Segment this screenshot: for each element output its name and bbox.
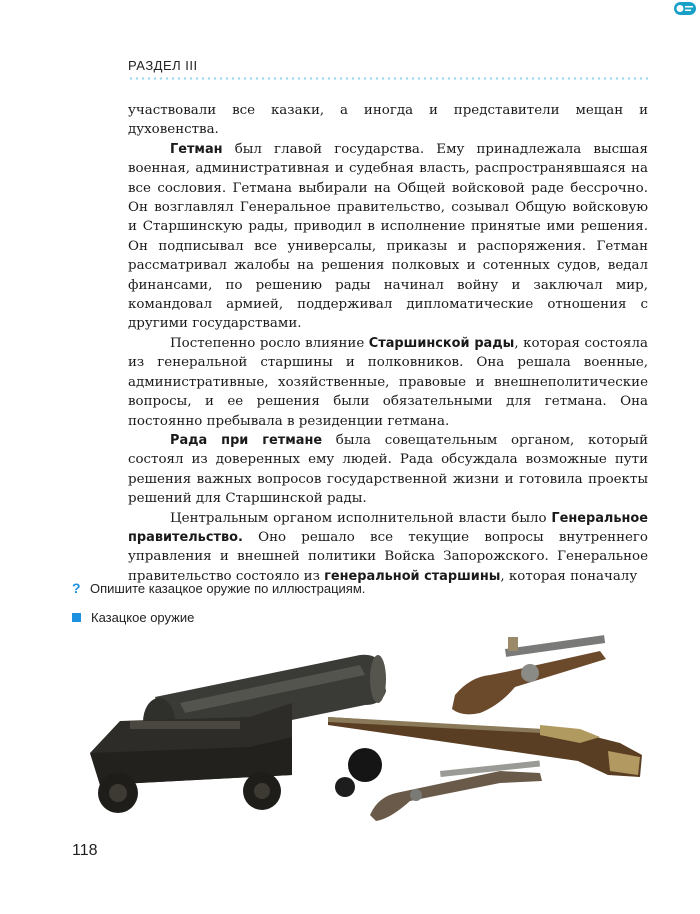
paragraph-5-mid: Оно решало все текущие вопросы внутреннего управления и внешней политики Войска Запорожского. Генеральное правительство состояло из: [128, 529, 648, 584]
paragraph-3: [128, 334, 648, 431]
figure-caption: Казацкое оружие: [91, 610, 195, 625]
flintlock-pistol-image: [370, 761, 542, 821]
paragraph-5-pre: Центральным органом исполнительной власти было: [170, 510, 552, 526]
question-text: Опишите казацкое оружие по иллюстрациям.: [90, 581, 366, 596]
paragraph-3-pre: Постепенно росло влияние: [170, 335, 369, 351]
paragraph-1: участвовали все казаки, а иногда и представители мещан и духовенства.: [128, 103, 648, 138]
header-divider: [128, 77, 648, 80]
question-line: [72, 580, 365, 596]
figure-caption-line: [72, 610, 194, 625]
term-hetman: Гетман: [170, 141, 223, 157]
paragraph-3-text: , которая состояла из генеральной старшины и полковников. Она решала военные, административные, хозяйственные, правовые и внешнеполитические вопросы, и ее решения были обязательными для гетмана. Она постоянно пребывала в резиденции гетмана.: [128, 335, 648, 429]
paragraph-5: [128, 509, 648, 587]
cannonball-large: [348, 748, 382, 782]
paragraph-2-text: был главой государства. Ему принадлежала высшая военная, административная и судебная власть, распространявшаяся на все сословия. Гетмана выбирали на Общей войсковой раде бессрочно. Он возглавлял Генеральное правительство, созывал Общую войсковую и Старшинскую рады, приводил в исполнение принятые ими решения. Он подписывал все универсалы, приказы и распоряжения. Гетман рассматривал жалобы на решения полковых и сотенных судов, ведал финансами, по решению рады начинал войну и заключал мир, командовал армией, поддерживал дипломатические отношения с другими государствами.: [128, 141, 648, 332]
section-header: РАЗДЕЛ III: [128, 58, 198, 73]
paragraph-2: [128, 140, 648, 334]
page-number: 118: [72, 842, 98, 859]
term-rada-pri-getmane: Рада при гетмане: [170, 432, 323, 448]
publisher-logo-icon: [674, 2, 696, 15]
term-starshinskaya-rada: Старшинской рады: [368, 335, 515, 351]
term-generalnaya-starshina: генеральной старшины: [324, 568, 501, 584]
cannonball-small: [335, 777, 355, 797]
cossack-weapons-illustration: [60, 625, 660, 825]
paragraph-4: [128, 431, 648, 509]
question-mark-icon: ?: [72, 580, 81, 596]
square-bullet-icon: [72, 613, 81, 622]
paragraph-4-text: была совещательным органом, который состоял из доверенных ему людей. Рада обсуждала возможные пути решения важных вопросов государственной жизни и готовила проекты решений для Старшинской рады.: [128, 432, 649, 507]
wheellock-pistol-image: [452, 635, 606, 714]
main-text: [128, 101, 648, 586]
paragraph-5-text: , которая поначалу: [500, 568, 638, 584]
term-generalnoe-pravitelstvo: Генеральное правительство.: [128, 510, 648, 545]
